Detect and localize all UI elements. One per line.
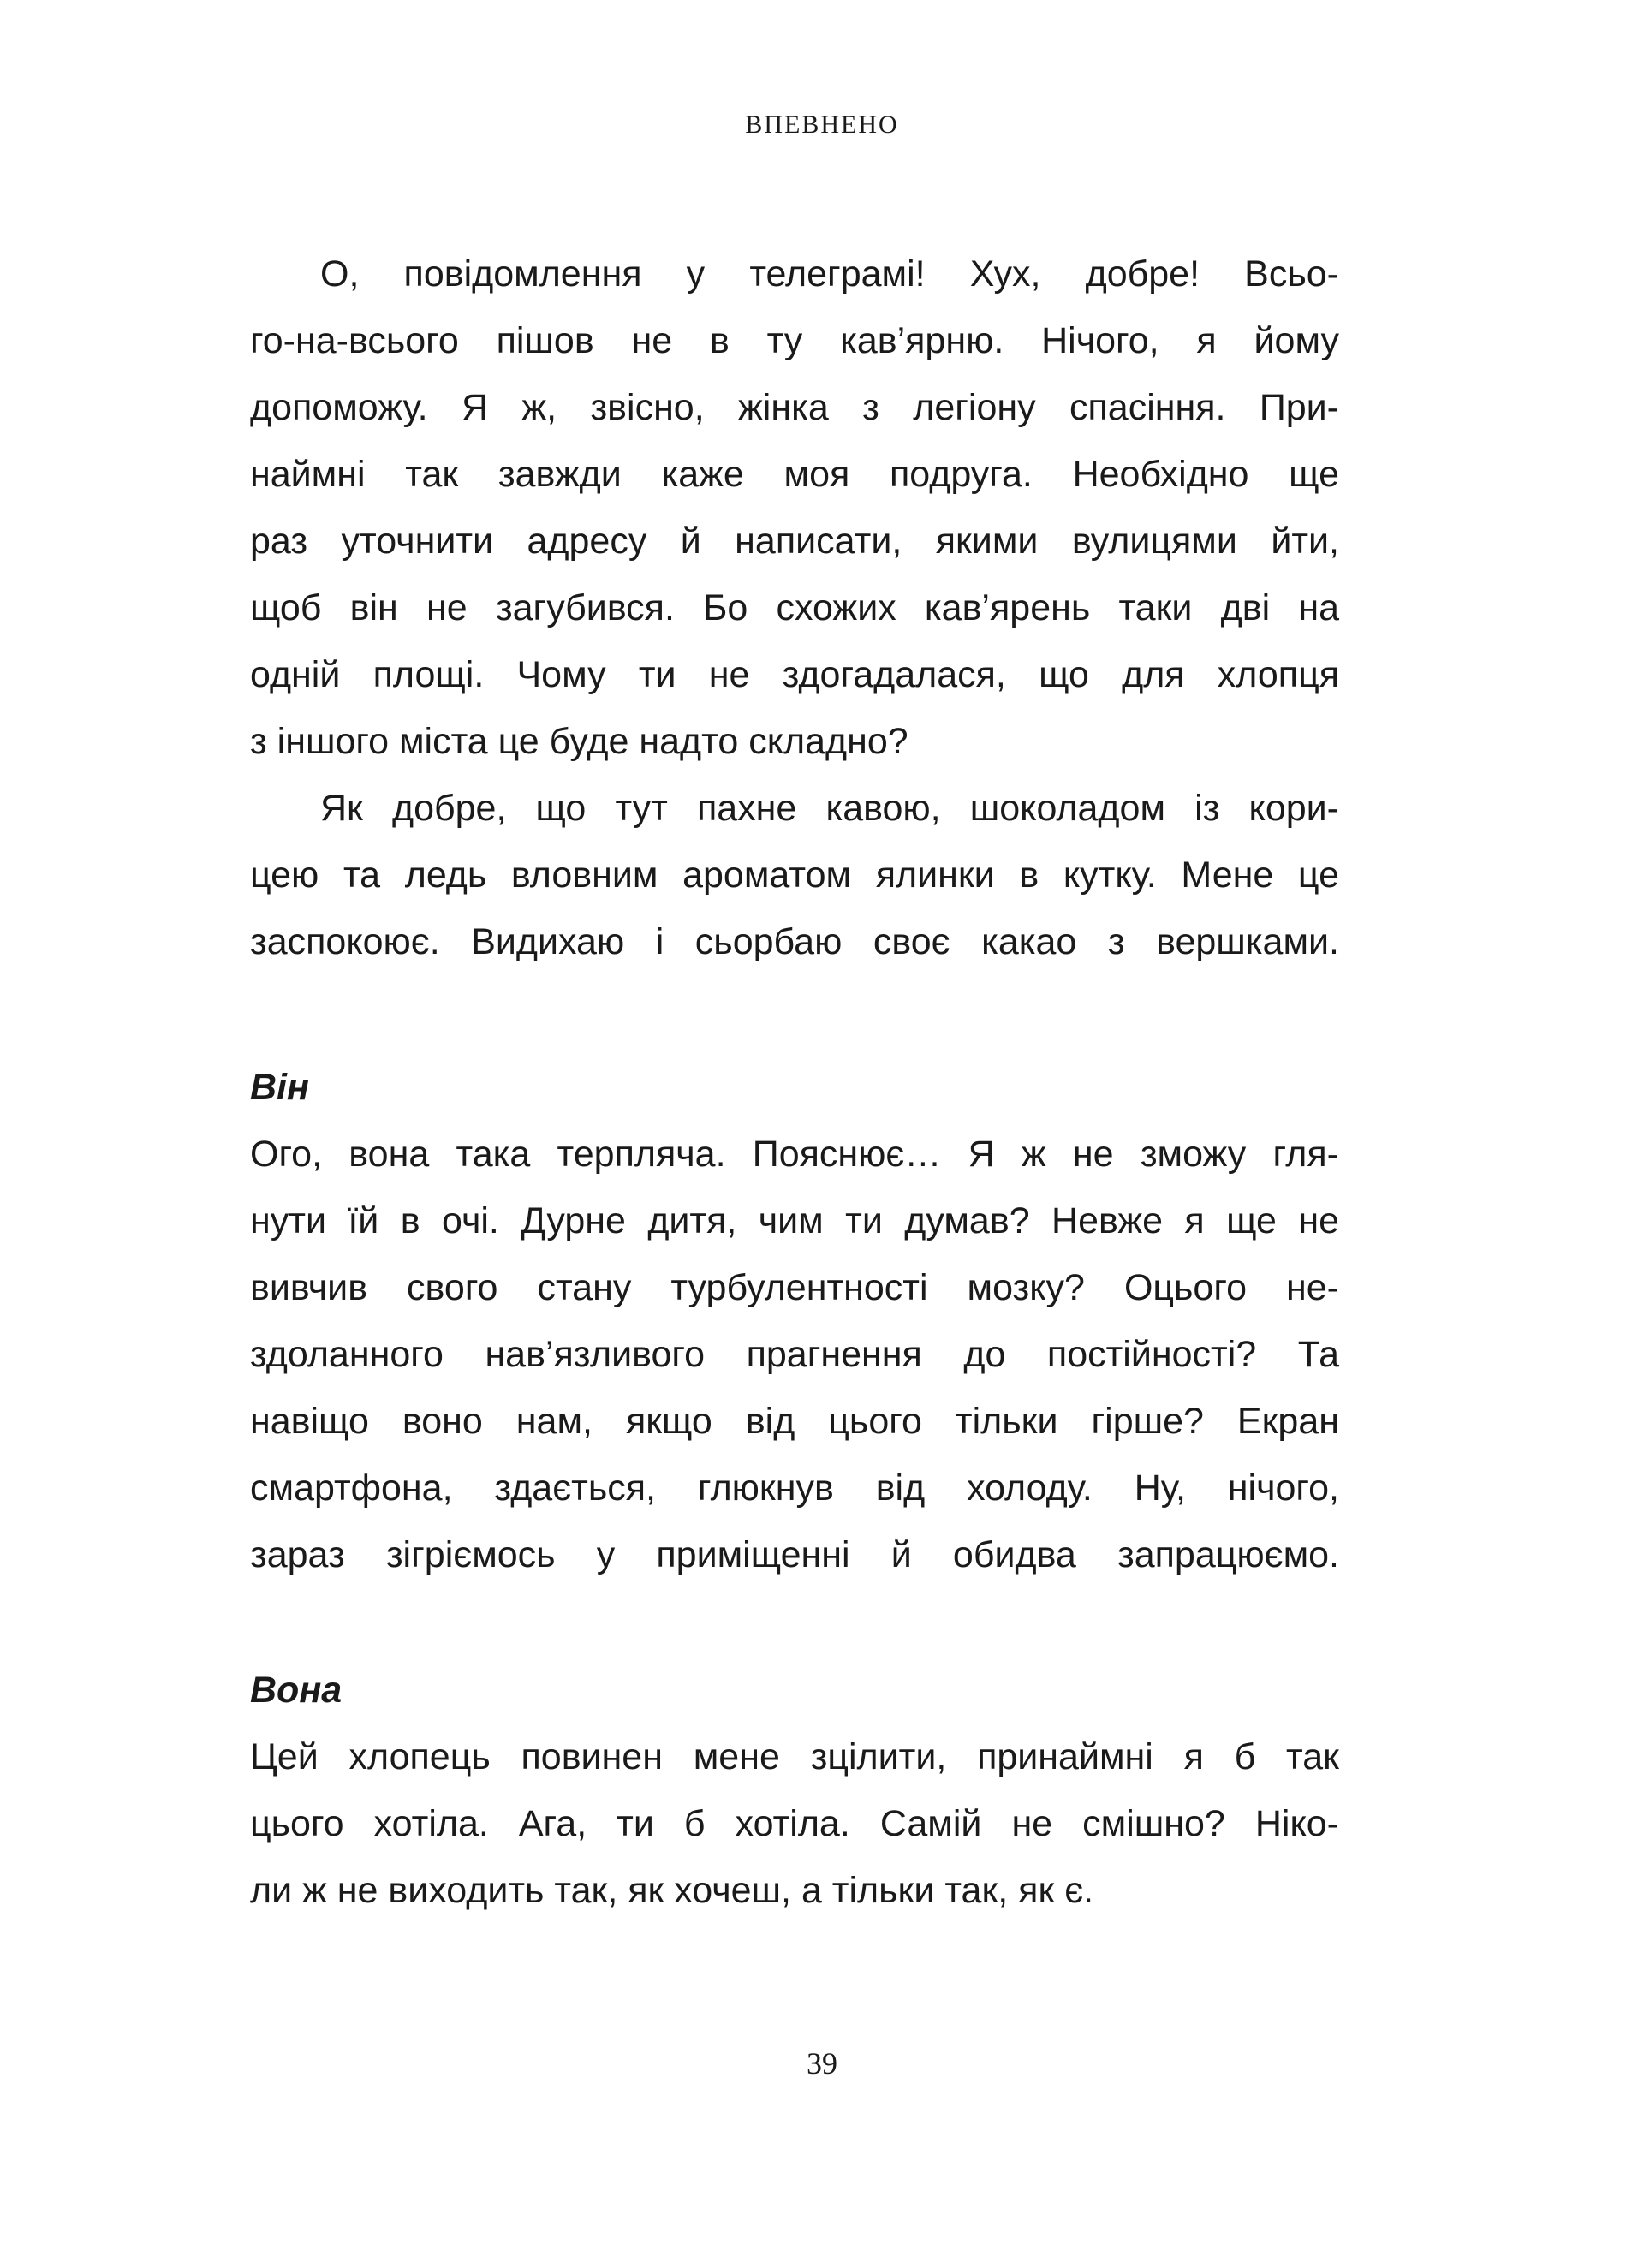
- text-line: допоможу. Я ж, звісно, жінка з легіону спасіння. При-: [250, 387, 1339, 428]
- text-line: Як добре, що тут пахне кавою, шоколадом із кори-: [320, 788, 1339, 829]
- speaker-heading: Він: [250, 1067, 309, 1108]
- text-line: Ого, вона така терпляча. Пояснює… Я ж не зможу гля-: [250, 1134, 1339, 1175]
- text-line: нути їй в очі. Дурне дитя, чим ти думав? Невже я ще не: [250, 1200, 1339, 1241]
- text-line: з іншого міста це буде надто складно?: [250, 721, 908, 762]
- section-she: [250, 1657, 1339, 1924]
- text-line: О, повідомлення у телеграмі! Хух, добре! Всьо-: [320, 253, 1339, 295]
- text-line: смартфона, здається, глюкнув від холоду. Ну, нічого,: [250, 1467, 1339, 1509]
- page-number: 39: [807, 2046, 837, 2080]
- text-line: го-на-всього пішов не в ту кав’ярню. Нічого, я йому: [250, 320, 1339, 361]
- running-head: ВПЕВНЕНО: [745, 110, 899, 139]
- text-line: одній площі. Чому ти не здогадалася, що для хлопця: [250, 654, 1339, 695]
- text-line: раз уточнити адресу й написати, якими вулицями йти,: [250, 521, 1339, 562]
- text-line: щоб він не загубився. Бо схожих кав’ярень таки дві на: [250, 587, 1339, 628]
- text-line: зараз зігріємось у приміщенні й обидва запрацюємо.: [250, 1534, 1339, 1575]
- text-line: заспокоює. Видихаю і сьорбаю своє какао з вершками.: [250, 921, 1339, 962]
- text-line: здоланного нав’язливого прагнення до постійності? Та: [250, 1334, 1339, 1375]
- text-line: наймні так завжди каже моя подруга. Необхідно ще: [250, 454, 1339, 495]
- text-line: навіщо воно нам, якщо від цього тільки гірше? Екран: [250, 1401, 1339, 1442]
- text-line: Цей хлопець повинен мене зцілити, принаймні я б так: [250, 1736, 1339, 1777]
- section-he: [250, 1054, 1339, 1588]
- text-line: вивчив свого стану турбулентності мозку? Оцього не-: [250, 1267, 1339, 1308]
- text-line: ли ж не виходить так, як хочеш, а тільки так, як є.: [250, 1870, 1094, 1911]
- text-line: цею та ледь вловним ароматом ялинки в кутку. Мене це: [250, 854, 1339, 896]
- speaker-heading: Вона: [250, 1670, 342, 1711]
- paragraph-1: [250, 241, 1339, 975]
- text-line: цього хотіла. Ага, ти б хотіла. Самій не смішно? Ніко-: [250, 1803, 1339, 1844]
